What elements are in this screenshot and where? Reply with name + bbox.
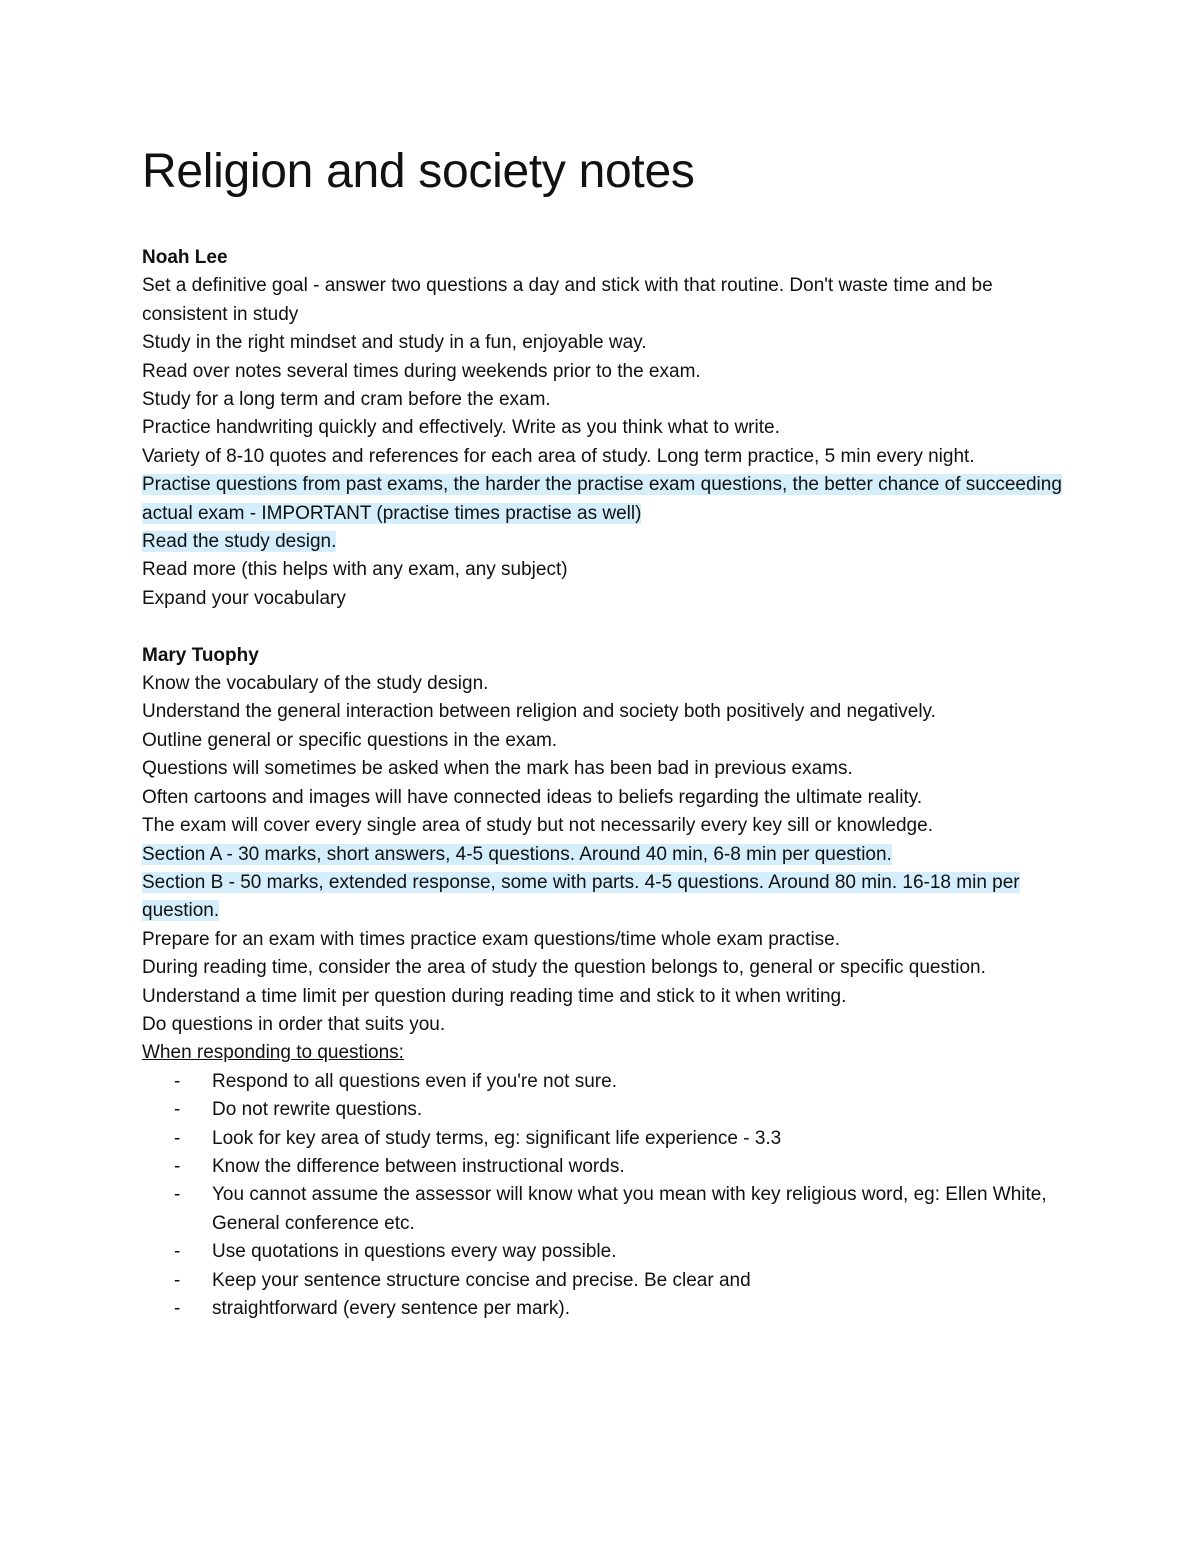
- note-line-highlighted: Read the study design.: [142, 531, 337, 553]
- note-line: Study in the right mindset and study in a fun, enjoyable way.: [142, 332, 647, 354]
- note-line: Know the vocabulary of the study design.: [142, 673, 489, 695]
- note-line: Read more (this helps with any exam, any subject): [142, 559, 568, 581]
- dash-bullet: -: [174, 1127, 181, 1149]
- dash-bullet: -: [174, 1241, 181, 1263]
- section-author: Noah Lee: [142, 247, 228, 268]
- section-author: Mary Tuophy: [142, 644, 259, 666]
- dash-bullet: -: [174, 1298, 181, 1320]
- dash-bullet: -: [174, 1155, 181, 1177]
- note-line: Understand the general interaction between religion and society both positively and negatively.: [142, 701, 936, 723]
- note-line: Often cartoons and images will have connected ideas to beliefs regarding the ultimate reality.: [142, 786, 923, 808]
- note-line: Questions will sometimes be asked when the mark has been bad in previous exams.: [142, 758, 853, 780]
- note-line: The exam will cover every single area of study but not necessarily every key sill or knowledge.: [142, 815, 933, 837]
- note-line: Prepare for an exam with times practice exam questions/time whole exam practise.: [142, 928, 841, 950]
- note-line: During reading time, consider the area of study the question belongs to, general or specific question. Understand a time limit per question during reading time and stick to it when writing.: [142, 957, 986, 1007]
- list-item: - Respond to all questions even if you're not sure.: [142, 1068, 1062, 1096]
- note-line: Outline general or specific questions in the exam.: [142, 729, 558, 751]
- list-item: - Do not rewrite questions.: [142, 1096, 1062, 1124]
- list-item: - Know the difference between instructional words.: [142, 1153, 1062, 1181]
- bullet-list: [142, 1068, 1062, 1324]
- note-line: Variety of 8-10 quotes and references for each area of study. Long term practice, 5 min every night.: [142, 445, 975, 467]
- note-line: Practice handwriting quickly and effectively. Write as you think what to write.: [142, 417, 780, 439]
- document-page: [142, 140, 1062, 1323]
- list-item: - You cannot assume the assessor will know what you mean with key religious word, eg: Ellen White, General conference etc.: [142, 1181, 1062, 1238]
- note-line-highlighted: Practise questions from past exams, the harder the practise exam questions, the better chance of succeeding actual exam - IMPORTANT (practise times practise as well): [142, 474, 1062, 524]
- list-item: - Use quotations in questions every way possible.: [142, 1238, 1062, 1266]
- dash-bullet: -: [174, 1070, 181, 1092]
- page-title: Religion and society notes: [142, 145, 695, 198]
- section-spacer: [142, 613, 1062, 641]
- section-mary-tuophy: [142, 642, 1062, 1324]
- note-line-highlighted: Section A - 30 marks, short answers, 4-5 questions. Around 40 min, 6-8 min per question.: [142, 843, 892, 865]
- note-line: Set a definitive goal - answer two questions a day and stick with that routine. Don't waste time and be consistent in study: [142, 275, 993, 325]
- list-item: - straightforward (every sentence per mark).: [142, 1295, 1062, 1323]
- note-line: Study for a long term and cram before the exam.: [142, 389, 551, 411]
- subheading: When responding to questions:: [142, 1042, 404, 1064]
- note-line: Do questions in order that suits you.: [142, 1013, 446, 1035]
- note-line-highlighted: Section B - 50 marks, extended response, some with parts. 4-5 questions. Around 80 min. 16-18 min per question.: [142, 871, 1020, 922]
- dash-bullet: -: [174, 1184, 181, 1206]
- note-line: Read over notes several times during weekends prior to the exam.: [142, 360, 701, 382]
- dash-bullet: -: [174, 1099, 181, 1121]
- list-item: - Look for key area of study terms, eg: significant life experience - 3.3: [142, 1125, 1062, 1153]
- dash-bullet: -: [174, 1269, 181, 1291]
- note-line: Expand your vocabulary: [142, 587, 346, 609]
- list-item: - Keep your sentence structure concise and precise. Be clear and: [142, 1267, 1062, 1295]
- section-noah-lee: [142, 244, 1062, 613]
